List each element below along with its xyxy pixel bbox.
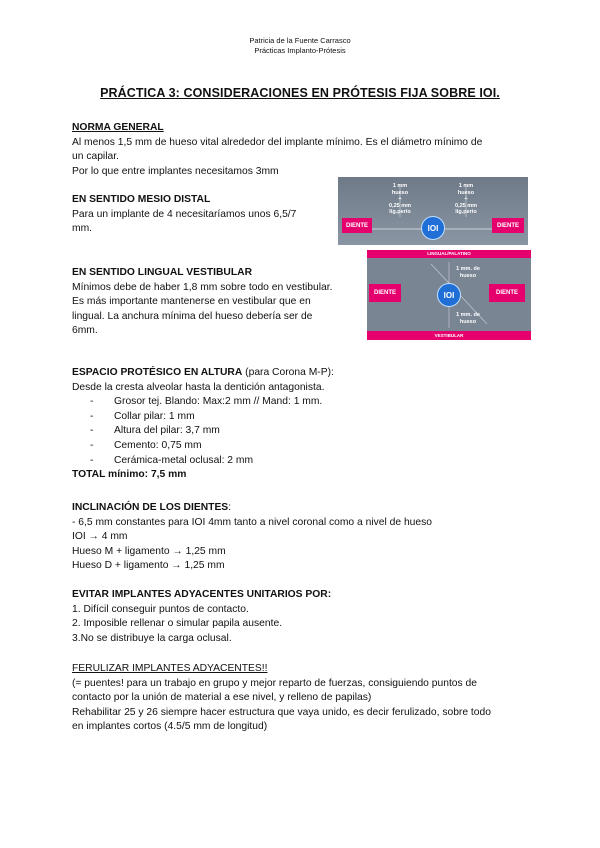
section-ferulizar <box>72 662 542 735</box>
lingual-vestibular-note-bottom: 1 mm. de hueso <box>456 312 480 325</box>
section-lingual-vestibular <box>72 266 362 339</box>
section-mesio-distal <box>72 193 332 237</box>
lingual-vestibular-line1: Mínimos debe de haber 1,8 mm sobre todo en vestibular. <box>72 281 333 293</box>
mesio-distal-diente-left: DIENTE <box>342 218 372 233</box>
inclinacion-heading: INCLINACIÓN DE LOS DIENTES <box>72 502 229 513</box>
ferulizar-line2: contacto por la unión de material a ese nivel, y relleno de papilas) <box>72 692 372 704</box>
list-item: 2. Imposible rellenar o simular papila ausente. <box>72 618 283 630</box>
espacio-total: TOTAL mínimo: 7,5 mm <box>72 469 187 481</box>
inclinacion-line2: IOI → 4 mm <box>72 531 128 543</box>
evitar-heading: EVITAR IMPLANTES ADYACENTES UNITARIOS POR: <box>72 589 332 600</box>
header-course: Prácticas Implanto-Prótesis <box>254 46 346 55</box>
list-item: - Grosor tej. Blando: Max:2 mm // Mand: 1 mm. <box>90 396 323 408</box>
inclinacion-heading-suffix: : <box>228 502 232 513</box>
header-author: Patricia de la Fuente Carrasco <box>249 36 351 45</box>
espacio-heading-suffix: (para Corona M-P): <box>242 367 334 378</box>
lingual-vestibular-note-top: 1 mm. de hueso <box>456 266 480 279</box>
list-item: 1. Difícil conseguir puntos de contacto. <box>72 603 249 615</box>
mesio-distal-note-left: 1 mm hueso + 0,25 mm lig.perio <box>388 183 411 215</box>
list-item: - Altura del pilar: 3,7 mm <box>90 425 220 437</box>
lingual-vestibular-line3: lingual. La anchura mínima del hueso debería ser de <box>72 310 313 322</box>
lingual-vestibular-diagram <box>367 250 531 340</box>
mesio-distal-line1: Para un implante de 4 necesitaríamos unos 6,5/7 <box>72 208 297 220</box>
mesio-distal-note-right: 1 mm hueso + 0,25 mm lig.perio <box>454 183 477 215</box>
ferulizar-line4: en implantes cortos (4.5/5 mm de longitud) <box>72 721 268 733</box>
norma-general-line3: Por lo que entre implantes necesitamos 3mm <box>72 165 279 177</box>
list-item: - Collar pilar: 1 mm <box>90 410 195 422</box>
lingual-palatino-band: LINGUAL/PALATINO <box>367 250 531 258</box>
lingual-vestibular-diente-left: DIENTE <box>369 284 401 302</box>
inclinacion-line3: Hueso M + ligamento → 1,25 mm <box>72 545 226 557</box>
norma-general-heading: NORMA GENERAL <box>72 122 164 133</box>
espacio-heading: ESPACIO PROTÉSICO EN ALTURA <box>72 367 243 378</box>
lingual-vestibular-heading: EN SENTIDO LINGUAL VESTIBULAR <box>72 267 253 278</box>
section-inclinacion <box>72 501 542 574</box>
section-espacio-protesico <box>72 366 542 483</box>
espacio-intro: Desde la cresta alveolar hasta la dentición antagonista. <box>72 381 325 393</box>
ferulizar-line1: (= puentes! para un trabajo en grupo y mejor reparto de fuerzas, consiguiendo puntos de <box>72 677 477 689</box>
section-norma-general <box>72 121 532 179</box>
lingual-vestibular-ioi-circle: IOI <box>437 283 461 307</box>
lingual-vestibular-line2: Es más importante mantenerse en vestibular que en <box>72 296 311 308</box>
list-item: - Cerámica-metal oclusal: 2 mm <box>90 454 254 466</box>
ferulizar-line3: Rehabilitar 25 y 26 siempre hacer estructura que vaya unido, es decir ferulizado, sobre todo <box>72 706 491 718</box>
lingual-vestibular-diente-right: DIENTE <box>489 284 525 302</box>
norma-general-line2: un capilar. <box>72 151 119 163</box>
lingual-vestibular-line4: 6mm. <box>72 325 98 337</box>
section-evitar <box>72 588 542 646</box>
vestibular-band: VESTIBULAR <box>367 331 531 340</box>
list-item: - Cemento: 0,75 mm <box>90 439 202 451</box>
espacio-list <box>72 395 542 468</box>
inclinacion-line1: - 6,5 mm constantes para IOI 4mm tanto a nivel coronal como a nivel de hueso <box>72 516 432 528</box>
inclinacion-line4: Hueso D + ligamento → 1,25 mm <box>72 560 225 572</box>
norma-general-line1: Al menos 1,5 mm de hueso vital alrededor del implante mínimo. Es el diámetro mínimo de <box>72 136 483 148</box>
mesio-distal-diagram <box>338 177 528 245</box>
mesio-distal-ioi-circle: IOI <box>421 216 445 240</box>
mesio-distal-line2: mm. <box>72 223 93 235</box>
mesio-distal-diente-right: DIENTE <box>492 218 524 233</box>
ferulizar-heading: FERULIZAR IMPLANTES ADYACENTES!! <box>72 663 268 674</box>
page-title: PRÁCTICA 3: CONSIDERACIONES EN PRÓTESIS FIJA SOBRE IOI. <box>100 86 500 100</box>
mesio-distal-heading: EN SENTIDO MESIO DISTAL <box>72 194 211 205</box>
list-item: 3.No se distribuye la carga oclusal. <box>72 632 232 644</box>
